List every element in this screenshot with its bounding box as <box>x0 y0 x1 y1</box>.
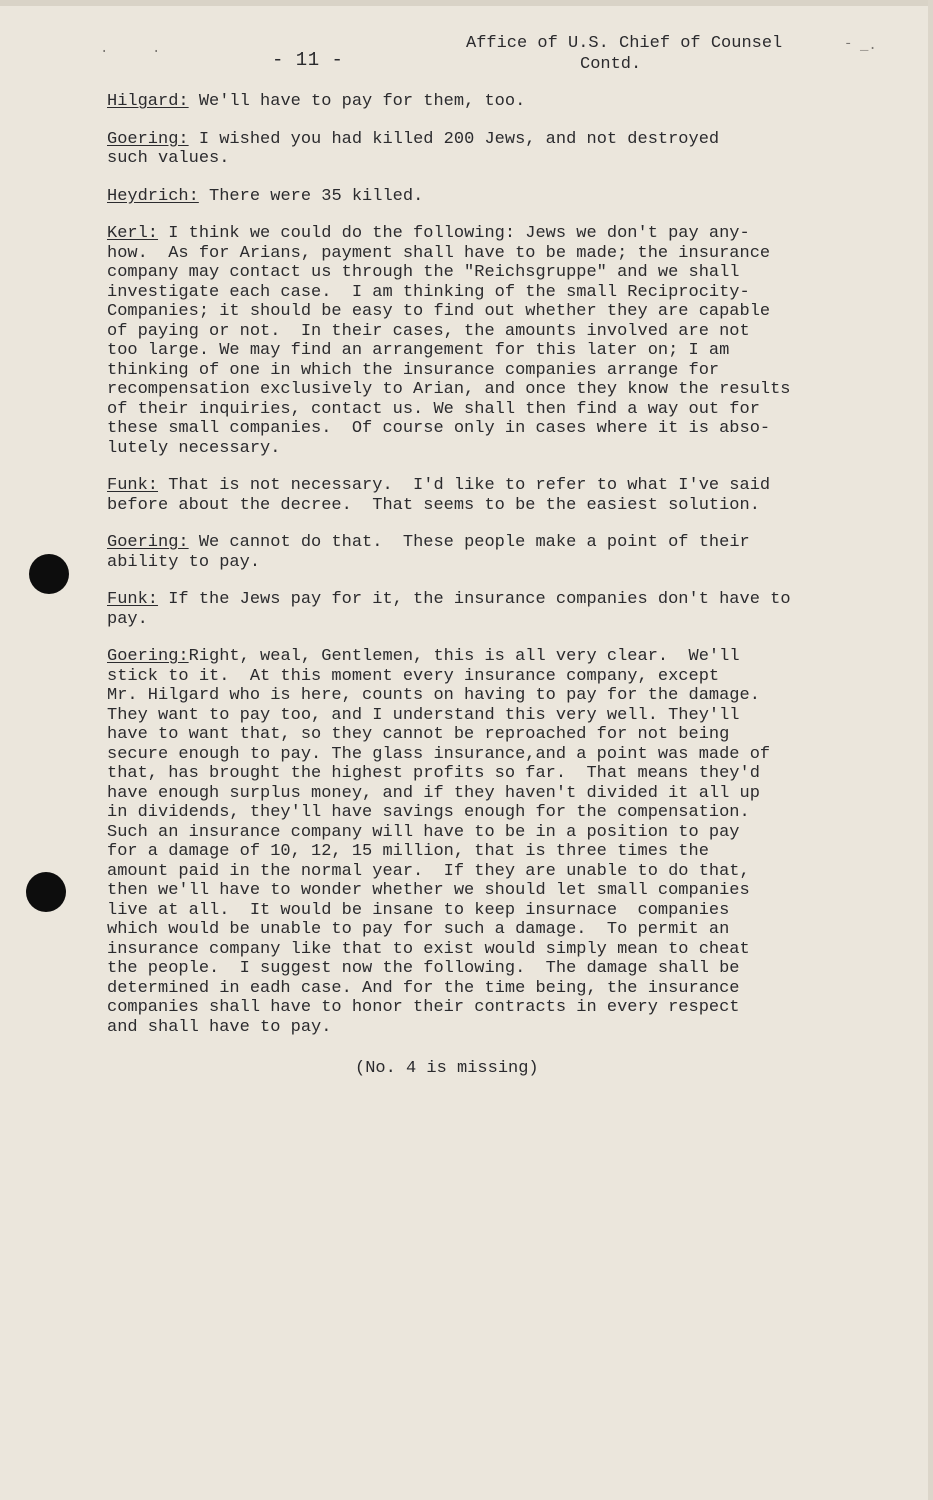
dialogue-paragraph <box>107 476 897 515</box>
dialogue-paragraph <box>107 533 897 572</box>
dialogue-line: recompensation exclusively to Arian, and once they know the results <box>107 380 791 399</box>
dialogue-line: ability to pay. <box>107 552 261 572</box>
dialogue-line: how. As for Arians, payment shall have to be made; the insurance <box>107 243 771 263</box>
dialogue-line: pay. <box>107 609 148 629</box>
dialogue-line: of their inquiries, contact us. We shall then find a way out for <box>107 399 760 419</box>
dialogue-line: secure enough to pay. The glass insurance,and a point was made of <box>107 744 771 764</box>
dialogue-line: of paying or not. In their cases, the amounts involved are not <box>107 321 750 341</box>
dialogue-line: We cannot do that. These people make a point of their <box>198 533 750 552</box>
speaker-label: Hilgard: <box>107 92 189 111</box>
dialogue-paragraph <box>107 187 897 207</box>
dialogue-line: That is not necessary. I'd like to refer to what I've said <box>168 476 771 495</box>
dialogue-line: for a damage of 10, 12, 15 million, that is three times the <box>107 842 709 861</box>
dialogue-line: live at all. It would be insane to keep insurnace companies <box>107 900 730 920</box>
dialogue-paragraph <box>107 590 897 629</box>
dialogue-line: too large. We may find an arrangement for this later on; I am <box>107 341 730 360</box>
dialogue-line: If the Jews pay for it, the insurance companies don't have to <box>168 590 791 609</box>
punch-hole <box>26 872 66 912</box>
dialogue-line: Such an insurance company will have to be in a position to pay <box>107 822 740 842</box>
continued-label: Contd. <box>580 55 642 74</box>
dialogue-line: I think we could do the following: Jews we don't pay any- <box>168 224 750 243</box>
dialogue-paragraph <box>107 224 897 458</box>
dialogue-line: before about the decree. That seems to be the easiest solution. <box>107 495 760 515</box>
dialogue-line: stick to it. At this moment every insurance company, except <box>107 666 720 686</box>
dialogue-line: Companies; it should be easy to find out whether they are capable <box>107 302 771 321</box>
missing-note: (No. 4 is missing) <box>355 1059 539 1078</box>
page-number: - 11 - <box>272 49 344 71</box>
speck-mark: _. <box>860 38 877 54</box>
dialogue-line: and shall have to pay. <box>107 1017 332 1037</box>
dialogue-line: Mr. Hilgard who is here, counts on having to pay for the damage. <box>107 686 760 705</box>
punch-hole <box>29 554 69 594</box>
transcript-body <box>107 92 897 1079</box>
dialogue-line: We'll have to pay for them, too. <box>198 92 526 111</box>
dialogue-line: such values. <box>107 149 230 168</box>
dialogue-paragraph <box>107 647 897 1037</box>
dialogue-line: There were 35 killed. <box>209 186 424 206</box>
dialogue-line: then we'll have to wonder whether we should let small companies <box>107 881 750 900</box>
speaker-label: Goering: <box>107 647 189 666</box>
page-edge-top <box>0 0 933 6</box>
dialogue-line: have to want that, so they cannot be reproached for not being <box>107 725 730 744</box>
dialogue-line: investigate each case. I am thinking of the small Reciprocity- <box>107 282 750 302</box>
dialogue-line: that, has brought the highest profits so far. That means they'd <box>107 764 760 783</box>
dialogue-line: thinking of one in which the insurance companies arrange for <box>107 360 720 380</box>
speaker-label: Goering: <box>107 129 189 149</box>
dialogue-paragraph <box>107 92 897 112</box>
speck-mark: · <box>152 44 161 60</box>
dialogue-line: lutely necessary. <box>107 438 281 458</box>
dialogue-paragraph <box>107 130 897 169</box>
dialogue-line: the people. I suggest now the following. The damage shall be <box>107 959 740 978</box>
dialogue-line: in dividends, they'll have savings enough for the compensation. <box>107 803 750 822</box>
dialogue-line: these small companies. Of course only in cases where it is abso- <box>107 419 771 438</box>
dialogue-line: amount paid in the normal year. If they are unable to do that, <box>107 861 750 881</box>
dialogue-line: They want to pay too, and I understand this very well. They'll <box>107 705 740 725</box>
office-heading: Affice of U.S. Chief of Counsel <box>466 34 783 53</box>
speck-mark: - <box>844 36 853 52</box>
speaker-label: Funk: <box>107 590 159 609</box>
dialogue-line: insurance company like that to exist would simply mean to cheat <box>107 939 750 959</box>
dialogue-line: determined in eadh case. And for the time being, the insurance <box>107 978 740 998</box>
page-edge-right <box>928 0 933 1500</box>
speaker-label: Goering: <box>107 533 189 552</box>
dialogue-line: companies shall have to honor their contracts in every respect <box>107 998 740 1017</box>
dialogue-line: which would be unable to pay for such a damage. To permit an <box>107 920 730 939</box>
dialogue-line: Right, weal, Gentlemen, this is all very clear. We'll <box>188 647 740 666</box>
speaker-label: Kerl: <box>107 224 159 243</box>
dialogue-line: company may contact us through the "Reichsgruppe" and we shall <box>107 263 740 282</box>
speaker-label: Heydrich: <box>107 186 199 206</box>
speaker-label: Funk: <box>107 476 159 495</box>
dialogue-line: I wished you had killed 200 Jews, and not destroyed <box>198 129 720 149</box>
speck-mark: · <box>100 44 109 60</box>
dialogue-line: have enough surplus money, and if they haven't divided it all up <box>107 783 760 803</box>
